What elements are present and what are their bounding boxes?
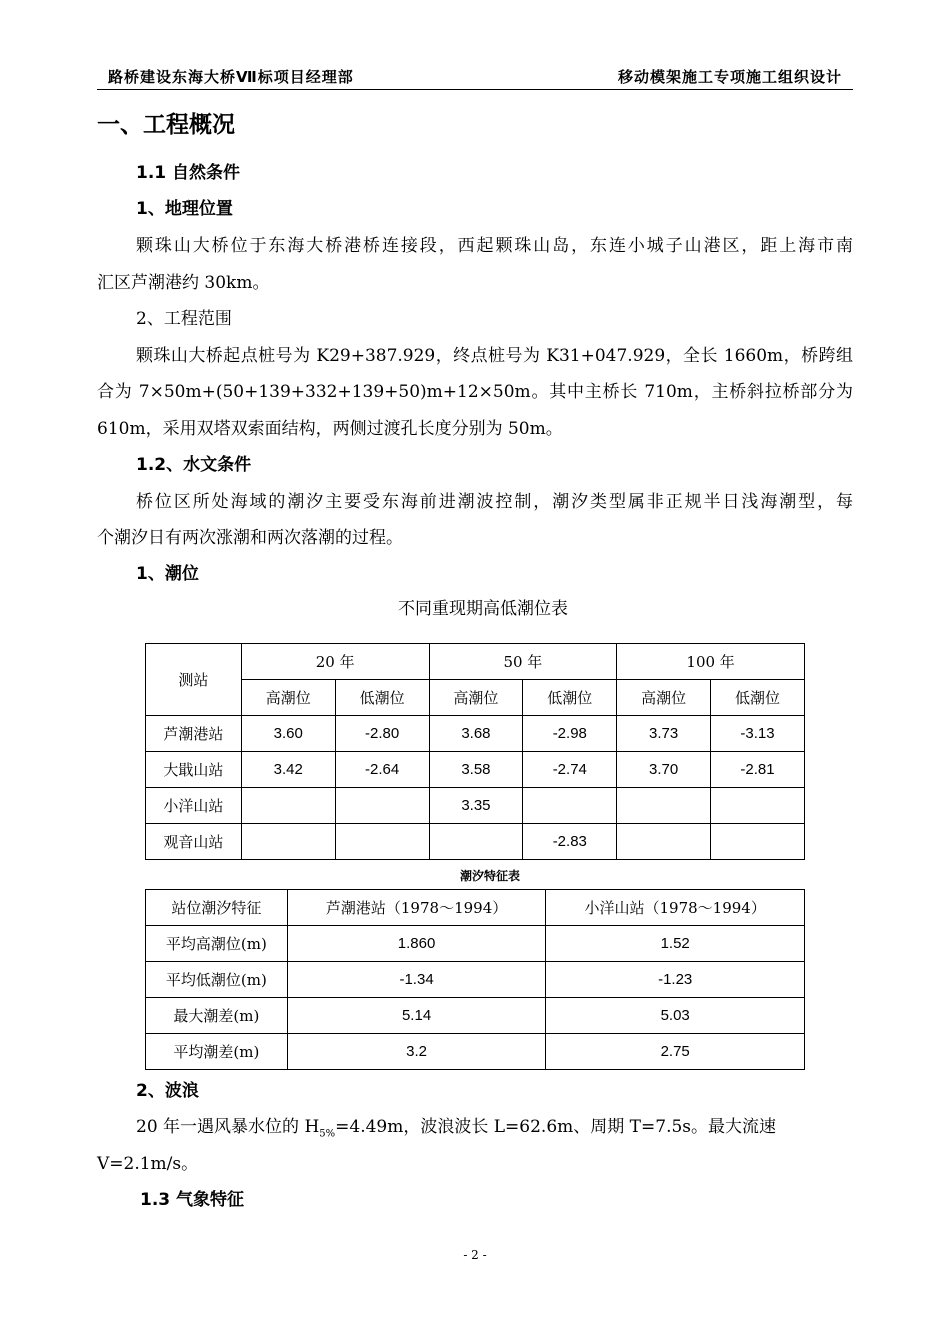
table1-cell [711, 788, 805, 824]
geo-title: 1、地理位置 [136, 199, 233, 219]
table-row [146, 752, 805, 788]
table1-cell: -2.83 [523, 824, 617, 860]
table1-cell [335, 824, 429, 860]
subsection-1-3: 1.3 气象特征 [140, 1190, 245, 1210]
table2-cell: 3.2 [287, 1034, 546, 1070]
subsection-1-2: 1.2、水文条件 [136, 455, 252, 475]
tide-characteristics-table [145, 889, 805, 1070]
subsection-1-1: 1.1 自然条件 [136, 163, 241, 183]
table2-label: 最大潮差(m) [146, 998, 288, 1034]
scope-paragraph-line-1: 颗珠山大桥起点桩号为 K29+387.929，终点桩号为 K31+047.929，全长 1660m，桥跨组 [136, 346, 853, 366]
wave-text-a: 20 年一遇风暴水位的 H [136, 1117, 320, 1137]
table1-cell [617, 824, 711, 860]
scope-paragraph-line-3: 610m，采用双塔双索面结构，两侧过渡孔长度分别为 50m。 [97, 419, 563, 439]
tide-title: 1、潮位 [136, 564, 199, 584]
table1-station: 小洋山站 [146, 788, 242, 824]
table-row [146, 788, 805, 824]
table1-cell [617, 788, 711, 824]
table2-cell: -1.23 [546, 962, 805, 998]
table1-caption: 不同重现期高低潮位表 [398, 599, 568, 619]
wave-paragraph-line-1 [136, 1112, 853, 1139]
table1-cell: 3.58 [429, 752, 523, 788]
table1-cell [241, 788, 335, 824]
geo-paragraph-line-1: 颗珠山大桥位于东海大桥港桥连接段，西起颗珠山岛，东连小城子山港区，距上海市南 [136, 236, 853, 256]
table1-cell: 3.60 [241, 716, 335, 752]
table-row [146, 1034, 805, 1070]
table1-period-20: 20 年 [241, 644, 429, 680]
table1-cell [523, 788, 617, 824]
table1-cell: -2.74 [523, 752, 617, 788]
tide-level-table [145, 643, 805, 860]
table-row [146, 926, 805, 962]
table2-cell: 5.03 [546, 998, 805, 1034]
table1-subheader: 高潮位 [241, 680, 335, 716]
table1-station: 观音山站 [146, 824, 242, 860]
section-title: 一、工程概况 [97, 112, 235, 138]
wave-paragraph-line-2: V=2.1m/s。 [97, 1154, 199, 1174]
scope-paragraph-line-2: 合为 7×50m+(50+139+332+139+50)m+12×50m。其中主桥长 710m，主桥斜拉桥部分为 [97, 382, 853, 402]
table1-cell: 3.73 [617, 716, 711, 752]
table1-cell: 3.68 [429, 716, 523, 752]
table1-cell: -2.81 [711, 752, 805, 788]
table1-cell: 3.42 [241, 752, 335, 788]
wave-subscript: 5% [319, 1128, 336, 1140]
table1-cell [711, 824, 805, 860]
table2-label: 平均高潮位(m) [146, 926, 288, 962]
table2-header: 芦潮港站（1978～1994） [287, 890, 546, 926]
table2-cell: 1.52 [546, 926, 805, 962]
table1-period-100: 100 年 [617, 644, 805, 680]
table2-cell: 1.860 [287, 926, 546, 962]
hydro-paragraph-line-2: 个潮汐日有两次涨潮和两次落潮的过程。 [97, 528, 403, 548]
table1-cell [335, 788, 429, 824]
table1-subheader: 高潮位 [617, 680, 711, 716]
table1-station-header: 测站 [146, 644, 242, 716]
wave-title: 2、波浪 [136, 1081, 199, 1101]
table1-cell: -2.80 [335, 716, 429, 752]
geo-paragraph-line-2: 汇区芦潮港约 30km。 [97, 273, 270, 293]
table1-subheader: 低潮位 [711, 680, 805, 716]
table1-station: 芦潮港站 [146, 716, 242, 752]
table2-label: 平均潮差(m) [146, 1034, 288, 1070]
header-rule [97, 89, 853, 90]
table2-header: 站位潮汐特征 [146, 890, 288, 926]
table2-header: 小洋山站（1978～1994） [546, 890, 805, 926]
table-row [146, 998, 805, 1034]
table1-subheader: 低潮位 [335, 680, 429, 716]
table2-cell: 2.75 [546, 1034, 805, 1070]
table1-cell: -2.64 [335, 752, 429, 788]
table1-cell [241, 824, 335, 860]
table1-period-50: 50 年 [429, 644, 617, 680]
table1-cell: -3.13 [711, 716, 805, 752]
table-row [146, 962, 805, 998]
wave-text-b: =4.49m，波浪波长 L=62.6m、周期 T=7.5s。最大流速 [335, 1117, 777, 1137]
table-row [146, 824, 805, 860]
header-left: 路桥建设东海大桥Ⅶ标项目经理部 [108, 68, 354, 86]
page-number: - 2 - [463, 1248, 487, 1262]
wave-text-b-wrap [319, 1112, 853, 1139]
table2-caption: 潮汐特征表 [460, 869, 521, 883]
table1-cell: -2.98 [523, 716, 617, 752]
table1-subheader: 高潮位 [429, 680, 523, 716]
table2-label: 平均低潮位(m) [146, 962, 288, 998]
table1-cell: 3.70 [617, 752, 711, 788]
table1-cell: 3.35 [429, 788, 523, 824]
hydro-paragraph-line-1: 桥位区所处海域的潮汐主要受东海前进潮波控制，潮汐类型属非正规半日浅海潮型，每 [136, 492, 853, 512]
table1-cell [429, 824, 523, 860]
table2-cell: -1.34 [287, 962, 546, 998]
scope-title: 2、工程范围 [136, 309, 232, 329]
table1-subheader: 低潮位 [523, 680, 617, 716]
table2-cell: 5.14 [287, 998, 546, 1034]
header-right: 移动模架施工专项施工组织设计 [617, 68, 842, 86]
table-row [146, 716, 805, 752]
table1-station: 大戢山站 [146, 752, 242, 788]
